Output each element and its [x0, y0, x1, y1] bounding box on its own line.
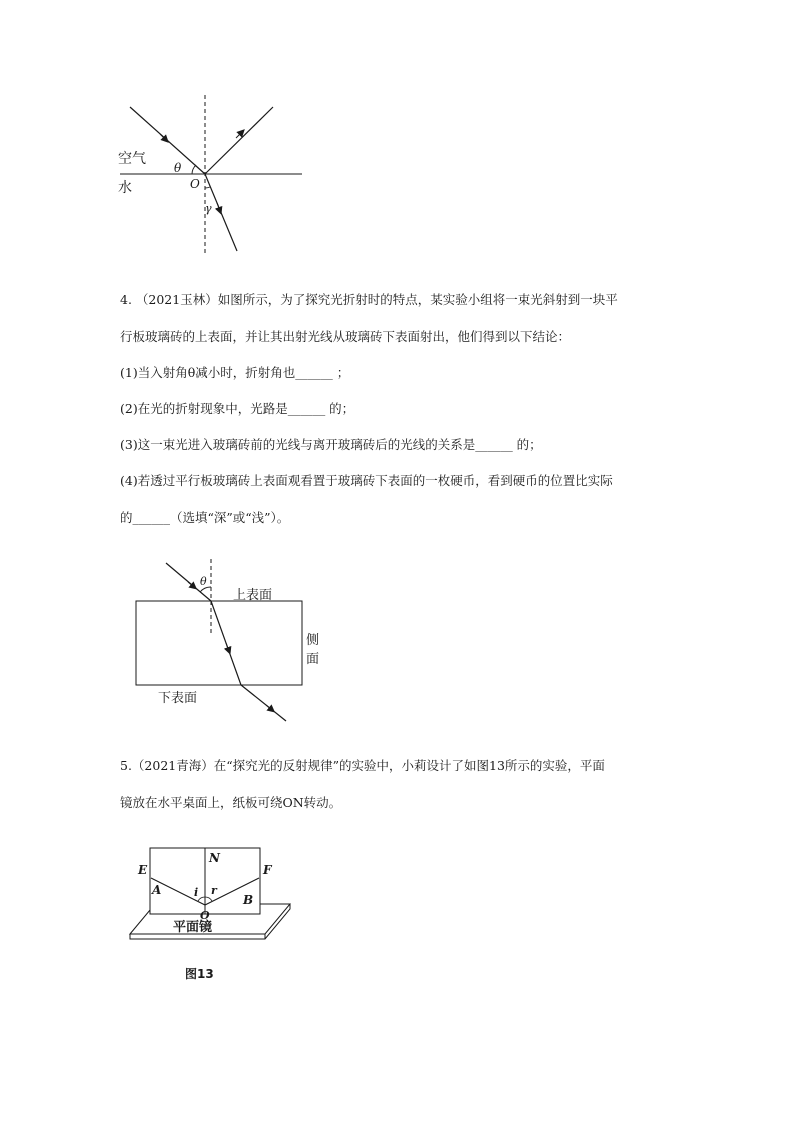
- paper-board-E: [150, 848, 205, 914]
- q4-item3: (3)这一束光进入玻璃砖前的光线与离开玻璃砖后的光线的关系是______ 的；: [120, 437, 542, 452]
- mirror-label: 平面镜: [173, 920, 213, 935]
- figure-air-water: [110, 95, 310, 255]
- incident-arrow: [160, 134, 166, 140]
- q4-item4-line2: 的______（选填“深”或“浅”）。: [120, 510, 290, 525]
- figure-glass-slab: [130, 555, 330, 725]
- water-label: 水: [118, 180, 132, 196]
- origin-label: O: [190, 177, 200, 191]
- label-E: E: [138, 863, 148, 877]
- refracted-arrow: [217, 203, 220, 211]
- q4-item4-line1: (4)若透过平行板玻璃砖上表面观看置于玻璃砖下表面的一枚硬币，看到硬币的位置比实际: [120, 473, 613, 488]
- q5-stem-line2: 镜放在水平桌面上，纸板可绕ON转动。: [120, 795, 342, 810]
- label-F: F: [263, 863, 272, 877]
- reflected-arrow: [236, 132, 242, 138]
- air-label: 空气: [118, 151, 146, 167]
- label-A: A: [152, 883, 162, 897]
- glass-slab: [136, 601, 302, 685]
- label-O: O: [200, 909, 210, 922]
- label-N: N: [209, 851, 220, 865]
- gamma-arc: [205, 187, 210, 188]
- emergent-arrow: [266, 705, 272, 710]
- label-i: i: [194, 886, 199, 899]
- q5-stem-line1: 5.（2021青海）在“探究光的反射规律”的实验中，小莉设计了如图13所示的实验，平面: [120, 758, 605, 773]
- figure-caption: 图13: [185, 967, 214, 981]
- label-B: B: [243, 893, 254, 907]
- gamma-label: γ: [205, 202, 212, 215]
- theta-label: θ: [174, 161, 182, 175]
- theta-label: θ: [200, 575, 207, 588]
- side-label-2: 面: [306, 652, 320, 667]
- q4-stem-line1: 4. （2021玉林）如图所示，为了探究光折射时的特点，某实验小组将一束光斜射到一块平: [120, 292, 618, 307]
- emergent-ray: [241, 685, 286, 721]
- bottom-surface-label: 下表面: [158, 691, 198, 706]
- incident-arrow: [188, 582, 194, 587]
- reflected-ray: [205, 107, 273, 174]
- q4-item2: (2)在光的折射现象中，光路是______ 的；: [120, 401, 355, 416]
- theta-arc: [192, 165, 196, 174]
- side-label-1: 侧: [306, 633, 320, 648]
- top-surface-label: 上表面: [233, 588, 273, 603]
- q4-item1: (1)当入射角θ减小时，折射角也______ ；: [120, 365, 350, 380]
- label-r: r: [211, 884, 217, 897]
- refracted-arrow: [226, 643, 229, 651]
- q4-stem-line2: 行板玻璃砖的上表面，并让其出射光线从玻璃砖下表面射出，他们得到以下结论：: [120, 329, 571, 344]
- figure-reflection-setup: [125, 838, 295, 948]
